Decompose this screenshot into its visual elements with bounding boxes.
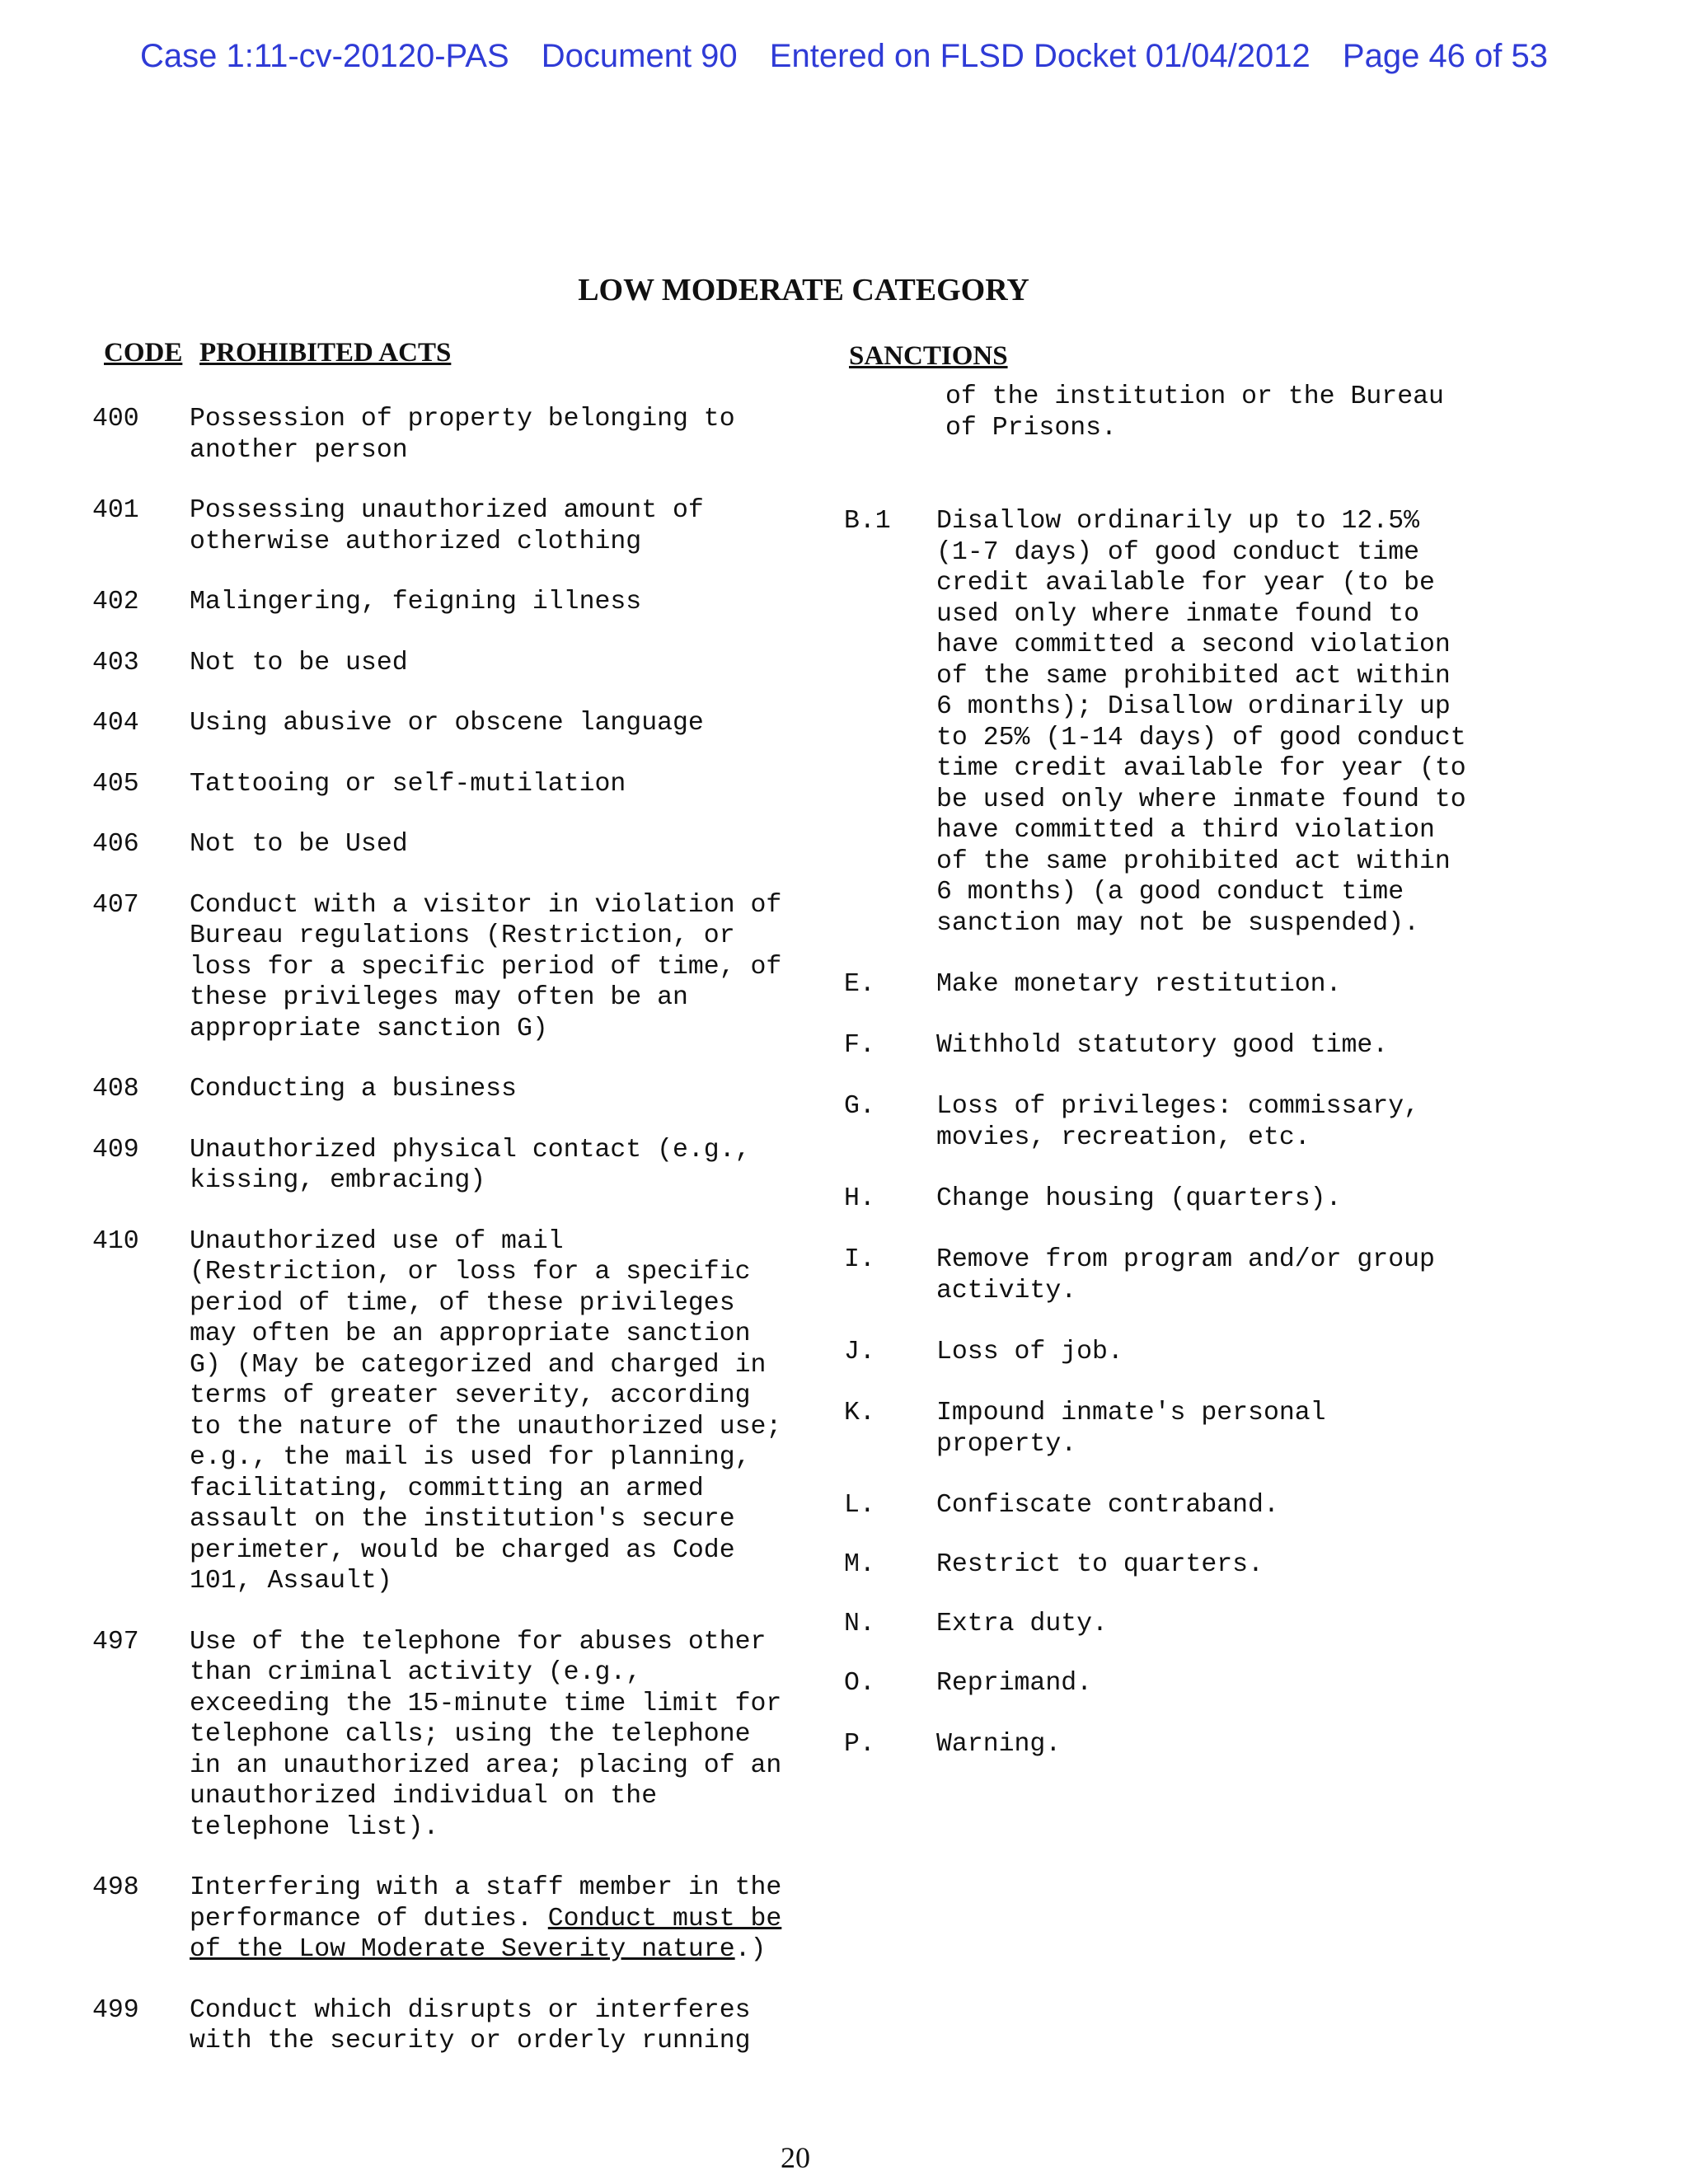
sanction-item [844,1668,1536,1699]
act-row [92,708,851,739]
act-row [92,890,851,1045]
act-row [92,1226,851,1597]
sanction-text: Loss of job. [936,1338,1123,1366]
act-text: Conducting a business [190,1075,517,1104]
act-text: Conduct with a visitor in violation of Bureau regulations (Restriction, or loss for a specific period of time, of these privileges may often be an appropriate sanction G) [190,890,782,1043]
code-column-heading: CODE [104,338,183,368]
act-code: 409 [92,1135,139,1165]
sanction-item [844,1183,1536,1215]
sanction-letter: E. [844,970,875,999]
page-indicator: Page 46 of 53 [1342,38,1549,74]
act-code: 407 [92,890,139,920]
acts-column-heading: PROHIBITED ACTS [199,338,452,368]
sanction-letter: N. [844,1610,875,1638]
act-text: Possession of property belonging to another person [190,405,735,465]
sanction-text: Reprimand. [936,1669,1093,1698]
act-text-lead: Interfering with a staff member in the performance of duties. [190,1873,782,1933]
act-text: Malingering, feigning illness [190,588,642,616]
sanction-letter: M. [844,1550,875,1579]
act-row [92,1074,851,1105]
act-text: Not to be used [190,648,408,677]
sanction-letter: O. [844,1669,875,1698]
act-row [92,404,851,466]
act-text-underlined: Conduct must be of the Low Moderate Severity nature [190,1904,782,1964]
sanction-item [844,969,1536,1001]
sanction-item [844,1549,1536,1581]
act-row [92,769,851,800]
act-text: Not to be Used [190,830,408,859]
sanction-letter: G. [844,1092,875,1121]
act-code: 402 [92,588,139,616]
sanction-text: Remove from program and/or group activity. [936,1245,1435,1305]
sanction-letter: H. [844,1184,875,1213]
act-text: Tattooing or self-mutilation [190,769,626,799]
page-number: 20 [781,2141,810,2174]
docket-header [0,38,1688,75]
sanction-text: Loss of privileges: commissary, movies, recreation, etc. [936,1092,1419,1152]
sanction-letter: L. [844,1491,875,1520]
prohibited-acts-list [92,404,851,2057]
act-row [92,648,851,679]
sanction-item [844,1729,1536,1760]
case-number: Case 1:11-cv-20120-PAS [139,38,509,74]
act-code: 410 [92,1226,139,1256]
sanction-text: Impound inmate's personal property. [936,1399,1326,1459]
sanction-text: Confiscate contraband. [936,1491,1279,1520]
docket-entry: Entered on FLSD Docket 01/04/2012 [769,38,1311,74]
act-text: Unauthorized use of mail (Restriction, or loss for a specific period of time, of these privileges may often be an appropriate sanction G) (May be categorized and charged in terms of greater severity, according to the nature of the unauthorized use; e.g., the mail is used for planning, facilitating, committing an armed assault on the institution's secure perimeter, would be charged as Code 101, Assault) [190,1226,782,1596]
sanction-text: Withhold statutory good time. [936,1031,1389,1060]
act-code: 403 [92,648,139,677]
sanction-text: Warning. [936,1730,1062,1759]
act-row [92,829,851,860]
act-code: 498 [92,1873,139,1902]
act-code: 401 [92,496,139,525]
sanction-text: Change housing (quarters). [936,1184,1342,1213]
sanction-item [844,1091,1536,1153]
act-code: 405 [92,769,139,799]
document-number: Document 90 [541,38,738,74]
act-text-tail: .) [734,1935,767,1964]
act-code: 499 [92,1995,139,2025]
act-text: Conduct which disrupts or interferes with the security or orderly running [190,1995,751,2055]
sanction-text: Make monetary restitution. [936,970,1342,999]
act-text: Unauthorized physical contact (e.g., kissing, embracing) [190,1135,751,1195]
act-code: 404 [92,709,139,738]
act-row [92,1627,851,1844]
act-text: Using abusive or obscene language [190,709,704,738]
sanctions-continued-text: of the institution or the Bureau of Prisons. [945,382,1444,443]
sanction-item [844,1030,1536,1062]
sanction-letter: P. [844,1730,875,1759]
sanction-text: Extra duty. [936,1610,1108,1638]
sanction-item [844,1490,1536,1521]
sanction-text: Disallow ordinarily up to 12.5% (1-7 days) of good conduct time credit available for year (to be used only where inmate found to have committed a second violation of the same prohibited act within 6 months); Disallow ordinarily up to 25% (1-14 days) of good conduct time credit available for year (to be used only where inmate found to have committed a third violation of the same prohibited act within 6 months) (a good conduct time sanction may not be suspended). [936,507,1466,938]
sanction-item [844,1609,1536,1640]
act-text: Possessing unauthorized amount of otherwise authorized clothing [190,496,704,556]
sanction-letter: I. [844,1245,875,1274]
act-code: 406 [92,830,139,859]
sanction-item [844,506,1536,939]
act-text [190,1872,851,1966]
sanction-letter: F. [844,1031,875,1060]
act-text: Use of the telephone for abuses other than criminal activity (e.g., exceeding the 15-minute time limit for telephone calls; using the telephone in an unauthorized area; placing of an unauthorized individual on the telephone list). [190,1627,782,1842]
sanction-letter: B.1 [844,507,891,536]
act-row [92,495,851,557]
act-code: 497 [92,1627,139,1657]
sanction-letter: K. [844,1399,875,1427]
act-code: 408 [92,1075,139,1104]
sanctions-column-heading: SANCTIONS [849,341,1008,371]
sanction-text: Restrict to quarters. [936,1550,1264,1579]
act-code: 400 [92,405,139,434]
sanction-item [844,1398,1536,1460]
act-row [92,1135,851,1197]
act-row [92,1995,851,2057]
sanction-item [844,1337,1536,1368]
page-title: LOW MODERATE CATEGORY [578,273,1029,307]
sanction-item [844,1244,1536,1306]
act-row [92,1872,851,1966]
act-row [92,587,851,618]
sanction-letter: J. [844,1338,875,1366]
